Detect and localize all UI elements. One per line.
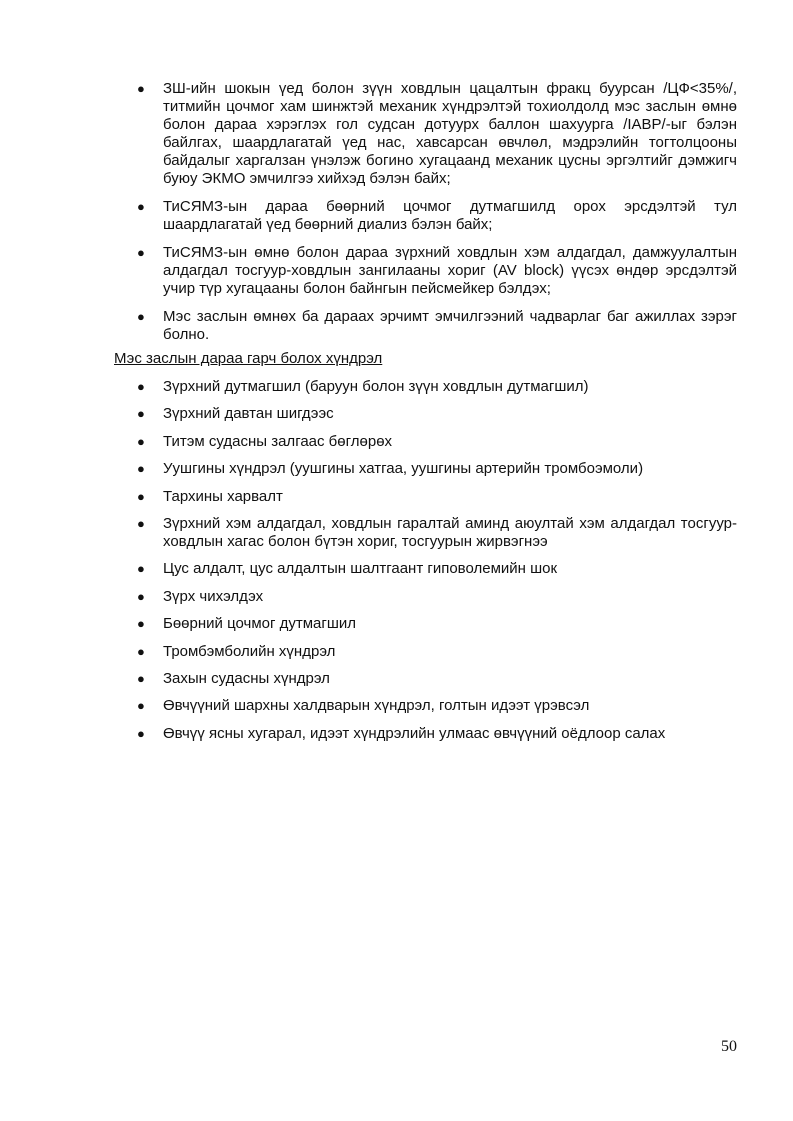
list-item <box>137 615 737 633</box>
bullet-icon: ● <box>137 670 145 686</box>
list-item <box>137 198 737 234</box>
list-item <box>137 460 737 478</box>
bullet-icon: ● <box>137 698 145 714</box>
bullet-icon: ● <box>137 588 145 604</box>
list-item <box>137 244 737 298</box>
complications-list <box>137 378 737 752</box>
list-item-text: Зүрх чихэлдэх <box>163 587 264 605</box>
list-item-text: Зүрхний хэм алдагдал, ховдлын гаралтай аминд аюултай хэм алдагдал тосгуур-ховдлын хагас болон бүтэн хориг, тосгуурын жирвэгнээ <box>163 514 737 550</box>
bullet-icon: ● <box>137 488 145 504</box>
bullet-icon: ● <box>137 245 145 260</box>
list-item-text: Зүрхний давтан шигдээс <box>163 405 334 423</box>
list-item <box>137 642 737 661</box>
list-item <box>137 587 737 606</box>
list-item-text: Тромбэмболийн хүндрэл <box>163 642 336 660</box>
list-item-text: ТиСЯМЗ-ын дараа бөөрний цочмог дутмагшилд орох эрсдэлтэй тул шаардлагатай үед бөөрний диализ бэлэн байх; <box>163 198 737 233</box>
list-item-text: Тархины харвалт <box>163 487 283 505</box>
list-item-text: Захын судасны хүндрэл <box>163 669 330 687</box>
list-item-text: Бөөрний цочмог дутмагшил <box>163 615 357 633</box>
bullet-icon: ● <box>137 433 145 449</box>
list-item <box>137 80 737 188</box>
bullet-icon: ● <box>137 309 145 324</box>
requirements-list <box>137 80 737 354</box>
list-item <box>137 724 737 743</box>
list-item-text: Титэм судасны залгаас бөглөрөх <box>163 432 393 450</box>
section-heading: Мэс заслын дараа гарч болох хүндрэл <box>114 350 383 367</box>
bullet-icon: ● <box>137 199 145 214</box>
list-item <box>137 405 737 423</box>
bullet-icon: ● <box>137 379 145 394</box>
bullet-icon: ● <box>137 406 145 422</box>
bullet-icon: ● <box>137 461 145 477</box>
list-item-text: Цус алдалт, цус алдалтын шалтгаант гиповолемийн шок <box>163 560 558 578</box>
list-item-text: Өвчүү ясны хугарал, идээт хүндрэлийн улмаас өвчүүний оёдлоор салах <box>163 724 666 742</box>
list-item <box>137 697 737 715</box>
list-item <box>137 432 737 451</box>
bullet-icon: ● <box>137 725 145 741</box>
bullet-icon: ● <box>137 81 145 96</box>
list-item <box>137 560 737 578</box>
list-item <box>137 514 737 551</box>
list-item-text: ТиСЯМЗ-ын өмнө болон дараа зүрхний ховдлын хэм алдагдал, дамжуулалтын алдагдал тосгуур-ховдлын зангилааны хориг (AV block) үүсэх өндөр эрсдэлтэй учир түр хугацааны болон байнгын пейсмейкер бэлдэх; <box>163 244 737 297</box>
list-item <box>137 378 737 396</box>
bullet-icon: ● <box>137 561 145 577</box>
list-item-text: Мэс заслын өмнөх ба дараах эрчимт эмчилгээний чадварлаг баг ажиллах зэрэг болно. <box>163 308 737 343</box>
list-item <box>137 669 737 688</box>
list-item-text: Зүрхний дутмагшил (баруун болон зүүн ховдлын дутмагшил) <box>163 378 589 395</box>
bullet-icon: ● <box>137 616 145 632</box>
list-item <box>137 308 737 344</box>
list-item-text: Уушгины хүндрэл (уушгины хатгаа, уушгины артерийн тромбоэмоли) <box>163 460 644 478</box>
bullet-icon: ● <box>137 643 145 659</box>
page-number: 50 <box>721 1038 737 1055</box>
bullet-icon: ● <box>137 515 145 531</box>
list-item-text: ЗШ-ийн шокын үед болон зүүн ховдлын цацалтын фракц буурсан /ЦФ<35%/, титмийн цочмог хам шинжтэй механик хүндрэлтэй тохиолдолд мэс заслын өмнө болон дараа хэрэглэх гол судсан дотуурх баллон шахуурга /IABP/-ыг бэлэн байлгах, шаардлагатай үед нас, хавсарсан өвчлөл, мэдрэлийн тогтолцооны байдалыг харгалзан үнэлэж богино хугацаанд механик цусны эргэлтийг дэмжигч буюу ЭКМО эмчилгээ хийхэд бэлэн байх; <box>163 80 737 187</box>
list-item <box>137 487 737 506</box>
list-item-text: Өвчүүний шархны халдварын хүндрэл, голтын идээт үрэвсэл <box>163 697 590 715</box>
